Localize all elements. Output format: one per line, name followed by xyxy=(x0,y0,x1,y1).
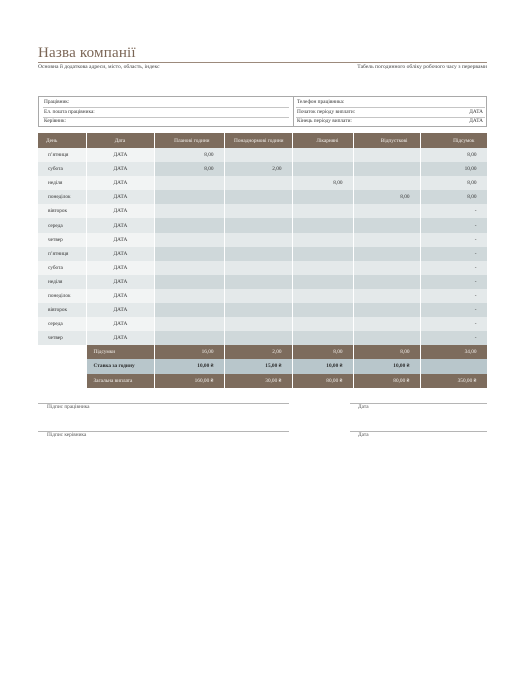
sick-hours-cell[interactable] xyxy=(292,162,353,176)
overtime-hours-cell[interactable] xyxy=(224,261,292,275)
table-row xyxy=(38,190,487,204)
day-cell: вівторок xyxy=(38,204,86,218)
overtime-hours-cell[interactable] xyxy=(224,190,292,204)
day-cell: п’ятниця xyxy=(38,247,86,261)
day-cell: понеділок xyxy=(38,190,86,204)
hourly-rate-row xyxy=(38,359,487,373)
period-start-label: Початок періоду виплати: xyxy=(297,108,356,115)
total-pay-label: Загальна виплата xyxy=(86,374,154,388)
date-cell[interactable]: ДАТА xyxy=(86,303,154,317)
vacation-hours-cell[interactable] xyxy=(353,289,420,303)
sick-hours-cell[interactable] xyxy=(292,261,353,275)
empty-cell xyxy=(38,359,86,373)
totals-overtime: 2,00 xyxy=(224,345,292,359)
overtime-hours-cell[interactable] xyxy=(224,247,292,261)
sick-hours-cell[interactable] xyxy=(292,317,353,331)
rate-overtime-input[interactable]: 15,00 ₴ xyxy=(224,359,292,373)
day-cell: вівторок xyxy=(38,303,86,317)
column-header-regular[interactable]: Планові години xyxy=(154,133,224,148)
vacation-hours-cell[interactable] xyxy=(353,176,420,190)
vacation-hours-cell[interactable] xyxy=(353,204,420,218)
overtime-hours-cell[interactable] xyxy=(224,331,292,345)
pay-total: 350,00 ₴ xyxy=(420,374,487,388)
regular-hours-cell[interactable] xyxy=(154,275,224,289)
row-total-cell: - xyxy=(420,317,487,331)
hourly-rate-label: Ставка за годину xyxy=(86,359,154,373)
overtime-hours-cell[interactable] xyxy=(224,289,292,303)
empty-cell xyxy=(38,345,86,359)
pay-sick: 80,00 ₴ xyxy=(292,374,353,388)
row-total-cell: 8,00 xyxy=(420,190,487,204)
row-total-cell: - xyxy=(420,275,487,289)
date-cell[interactable]: ДАТА xyxy=(86,247,154,261)
row-total-cell: 10,00 xyxy=(420,162,487,176)
employee-phone-label: Телефон працівника: xyxy=(297,99,345,105)
sick-hours-cell[interactable]: 8,00 xyxy=(292,176,353,190)
column-header-date[interactable]: Дата xyxy=(86,133,154,148)
day-cell: неділя xyxy=(38,275,86,289)
sick-hours-cell[interactable] xyxy=(292,331,353,345)
overtime-hours-cell[interactable] xyxy=(224,218,292,232)
regular-hours-cell[interactable] xyxy=(154,317,224,331)
overtime-hours-cell[interactable] xyxy=(224,204,292,218)
date-cell[interactable]: ДАТА xyxy=(86,289,154,303)
totals-label: Підсумки xyxy=(86,345,154,359)
row-total-cell: - xyxy=(420,261,487,275)
table-row xyxy=(38,148,487,162)
vacation-hours-cell[interactable] xyxy=(353,162,420,176)
date-cell[interactable]: ДАТА xyxy=(86,162,154,176)
regular-hours-cell[interactable] xyxy=(154,247,224,261)
column-header-overtime[interactable]: Понаднормові години xyxy=(224,133,292,148)
manager-label: Керівник: xyxy=(44,118,67,125)
pay-vacation: 80,00 ₴ xyxy=(353,374,420,388)
date-cell[interactable]: ДАТА xyxy=(86,261,154,275)
sick-hours-cell[interactable] xyxy=(292,233,353,247)
vacation-hours-cell[interactable] xyxy=(353,317,420,331)
empty-cell xyxy=(38,374,86,388)
table-row xyxy=(38,162,487,176)
total-pay-row xyxy=(38,374,487,388)
employee-label: Працівник: xyxy=(44,99,70,105)
date-cell[interactable]: ДАТА xyxy=(86,176,154,190)
sick-hours-cell[interactable] xyxy=(292,289,353,303)
day-cell: понеділок xyxy=(38,289,86,303)
table-row xyxy=(38,275,487,289)
regular-hours-cell[interactable] xyxy=(154,218,224,232)
table-row xyxy=(38,176,487,190)
vacation-hours-cell[interactable] xyxy=(353,148,420,162)
totals-row xyxy=(38,345,487,359)
sick-hours-cell[interactable] xyxy=(292,148,353,162)
sick-hours-cell[interactable] xyxy=(292,218,353,232)
vacation-hours-cell[interactable] xyxy=(353,233,420,247)
date-cell[interactable]: ДАТА xyxy=(86,233,154,247)
table-row xyxy=(38,303,487,317)
row-total-cell: 8,00 xyxy=(420,148,487,162)
column-header-sick[interactable]: Лікарняні xyxy=(292,133,353,148)
date-cell[interactable]: ДАТА xyxy=(86,275,154,289)
regular-hours-cell[interactable]: 8,00 xyxy=(154,162,224,176)
sick-hours-cell[interactable] xyxy=(292,190,353,204)
period-end-label: Кінець періоду виплати: xyxy=(297,118,352,125)
table-row xyxy=(38,204,487,218)
rate-vacation-input[interactable]: 10,00 ₴ xyxy=(353,359,420,373)
day-cell: субота xyxy=(38,261,86,275)
day-cell: субота xyxy=(38,162,86,176)
date-cell[interactable]: ДАТА xyxy=(86,148,154,162)
table-row xyxy=(38,317,487,331)
table-row xyxy=(38,331,487,345)
period-end-value: ДАТА xyxy=(469,118,483,125)
row-total-cell: 8,00 xyxy=(420,176,487,190)
vacation-hours-cell[interactable]: 8,00 xyxy=(353,190,420,204)
date-cell[interactable]: ДАТА xyxy=(86,331,154,345)
table-row xyxy=(38,218,487,232)
employee-date-label: Дата xyxy=(358,404,369,410)
overtime-hours-cell[interactable] xyxy=(224,176,292,190)
date-cell[interactable]: ДАТА xyxy=(86,204,154,218)
manager-signature-label: Підпис керівника xyxy=(47,432,87,438)
totals-vacation: 8,00 xyxy=(353,345,420,359)
table-row xyxy=(38,261,487,275)
rate-total xyxy=(420,359,487,373)
totals-sick: 8,00 xyxy=(292,345,353,359)
rate-regular-input[interactable]: 10,00 ₴ xyxy=(154,359,224,373)
overtime-hours-cell[interactable] xyxy=(224,317,292,331)
rate-sick-input[interactable]: 10,00 ₴ xyxy=(292,359,353,373)
header-divider xyxy=(38,62,487,63)
sick-hours-cell[interactable] xyxy=(292,275,353,289)
totals-total: 34,00 xyxy=(420,345,487,359)
period-end-field[interactable] xyxy=(297,117,485,127)
employee-email-label: Ел. пошта працівника: xyxy=(44,108,95,115)
overtime-hours-cell[interactable] xyxy=(224,148,292,162)
column-header-total[interactable]: Підсумок xyxy=(420,133,487,148)
regular-hours-cell[interactable] xyxy=(154,233,224,247)
regular-hours-cell[interactable] xyxy=(154,176,224,190)
timesheet-table xyxy=(38,133,488,388)
regular-hours-cell[interactable]: 8,00 xyxy=(154,148,224,162)
regular-hours-cell[interactable] xyxy=(154,204,224,218)
vacation-hours-cell[interactable] xyxy=(353,331,420,345)
vacation-hours-cell[interactable] xyxy=(353,247,420,261)
day-cell: четвер xyxy=(38,331,86,345)
totals-regular: 16,00 xyxy=(154,345,224,359)
sick-hours-cell[interactable] xyxy=(292,204,353,218)
overtime-hours-cell[interactable] xyxy=(224,303,292,317)
period-start-value: ДАТА xyxy=(469,108,483,115)
document-title: Табель погодинного обліку робочого часу з перервами xyxy=(357,64,487,70)
sick-hours-cell[interactable] xyxy=(292,247,353,261)
day-cell: четвер xyxy=(38,233,86,247)
info-divider xyxy=(293,97,294,126)
table-header-row xyxy=(38,133,487,148)
column-header-day[interactable]: День xyxy=(38,133,86,148)
table-row xyxy=(38,233,487,247)
company-name: Назва компанії xyxy=(38,45,136,61)
column-header-vacation[interactable]: Відпусткові xyxy=(353,133,420,148)
pay-overtime: 30,00 ₴ xyxy=(224,374,292,388)
day-cell: п’ятниця xyxy=(38,148,86,162)
vacation-hours-cell[interactable] xyxy=(353,275,420,289)
date-cell[interactable]: ДАТА xyxy=(86,218,154,232)
vacation-hours-cell[interactable] xyxy=(353,218,420,232)
regular-hours-cell[interactable] xyxy=(154,303,224,317)
date-cell[interactable]: ДАТА xyxy=(86,317,154,331)
day-cell: середа xyxy=(38,317,86,331)
overtime-hours-cell[interactable] xyxy=(224,233,292,247)
table-row xyxy=(38,289,487,303)
row-total-cell: - xyxy=(420,218,487,232)
company-address: Основна й додаткова адреси, місто, область, індекс xyxy=(38,64,160,70)
row-total-cell: - xyxy=(420,289,487,303)
overtime-hours-cell[interactable]: 2,00 xyxy=(224,162,292,176)
regular-hours-cell[interactable] xyxy=(154,289,224,303)
employee-signature-label: Підпис працівника xyxy=(47,404,90,410)
row-total-cell: - xyxy=(420,331,487,345)
row-total-cell: - xyxy=(420,233,487,247)
table-row xyxy=(38,247,487,261)
day-cell: середа xyxy=(38,218,86,232)
regular-hours-cell[interactable] xyxy=(154,261,224,275)
date-cell[interactable]: ДАТА xyxy=(86,190,154,204)
day-cell: неділя xyxy=(38,176,86,190)
row-total-cell: - xyxy=(420,303,487,317)
manager-date-label: Дата xyxy=(358,432,369,438)
overtime-hours-cell[interactable] xyxy=(224,275,292,289)
regular-hours-cell[interactable] xyxy=(154,190,224,204)
employee-date-line[interactable] xyxy=(350,403,487,404)
regular-hours-cell[interactable] xyxy=(154,331,224,345)
manager-date-line[interactable] xyxy=(350,431,487,432)
row-total-cell: - xyxy=(420,247,487,261)
vacation-hours-cell[interactable] xyxy=(353,303,420,317)
vacation-hours-cell[interactable] xyxy=(353,261,420,275)
row-total-cell: - xyxy=(420,204,487,218)
pay-regular: 160,00 ₴ xyxy=(154,374,224,388)
sick-hours-cell[interactable] xyxy=(292,303,353,317)
employee-info-box xyxy=(38,96,487,127)
